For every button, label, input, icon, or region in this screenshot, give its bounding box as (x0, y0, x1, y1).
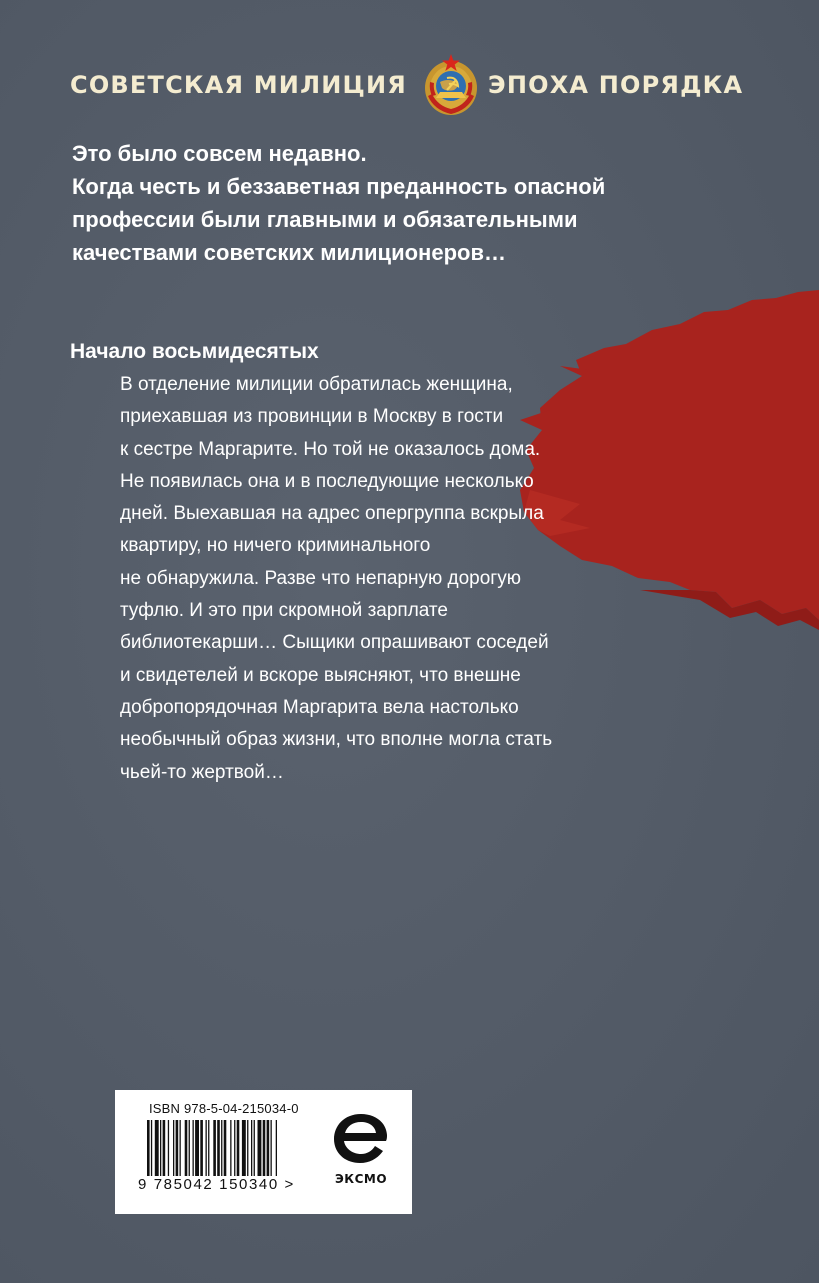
isbn-label: ISBN 978-5-04-215034-0 (149, 1101, 299, 1116)
section-title: Начало восьмидесятых (70, 340, 319, 363)
annotation-text (120, 369, 620, 789)
body-line: приехавшая из провинции в Москву в гости (120, 406, 504, 428)
eksmo-logo-icon (328, 1110, 394, 1166)
body-line: добропорядочная Маргарита вела настолько (120, 696, 519, 718)
body-line: и свидетелей и вскоре выясняют, что внешне (120, 664, 521, 686)
intro-line: профессии были главными и обязательными (72, 207, 578, 232)
barcode-digits: 9 785042 150340 > (138, 1176, 295, 1193)
series-header (0, 52, 819, 118)
intro-line: качествами советских милиционеров… (72, 240, 506, 265)
body-line: В отделение милиции обратилась женщина, (120, 374, 513, 395)
body-line: квартиру, но ничего криминального (120, 535, 431, 557)
intro-paragraph (72, 137, 692, 269)
ussr-coat-of-arms-icon (420, 52, 482, 118)
body-line: туфлю. И это при скромной зарплате (120, 600, 448, 622)
body-line: к сестре Маргарите. Но той не оказалось дома. (120, 438, 541, 460)
series-title-left: СОВЕТСКАЯ МИЛИЦИЯ (70, 71, 407, 99)
body-line: дней. Выехавшая на адрес опергруппа вскрыла (120, 503, 544, 525)
publisher-name: ЭКСМО (334, 1172, 388, 1186)
series-title-right: ЭПОХА ПОРЯДКА (488, 71, 744, 99)
barcode-panel (115, 1090, 412, 1214)
body-line: библиотекарши… Сыщики опрашивают соседей (120, 632, 549, 654)
body-line: не обнаружила. Разве что непарную дорогую (120, 567, 521, 589)
body-line: необычный образ жизни, что вполне могла стать (120, 729, 553, 751)
intro-line: Это было совсем недавно. (72, 141, 367, 166)
body-line: Не появилась она и в последующие несколько (120, 470, 534, 492)
body-line: чьей-то жертвой… (120, 761, 284, 783)
intro-line: Когда честь и беззаветная преданность опасной (72, 174, 606, 199)
